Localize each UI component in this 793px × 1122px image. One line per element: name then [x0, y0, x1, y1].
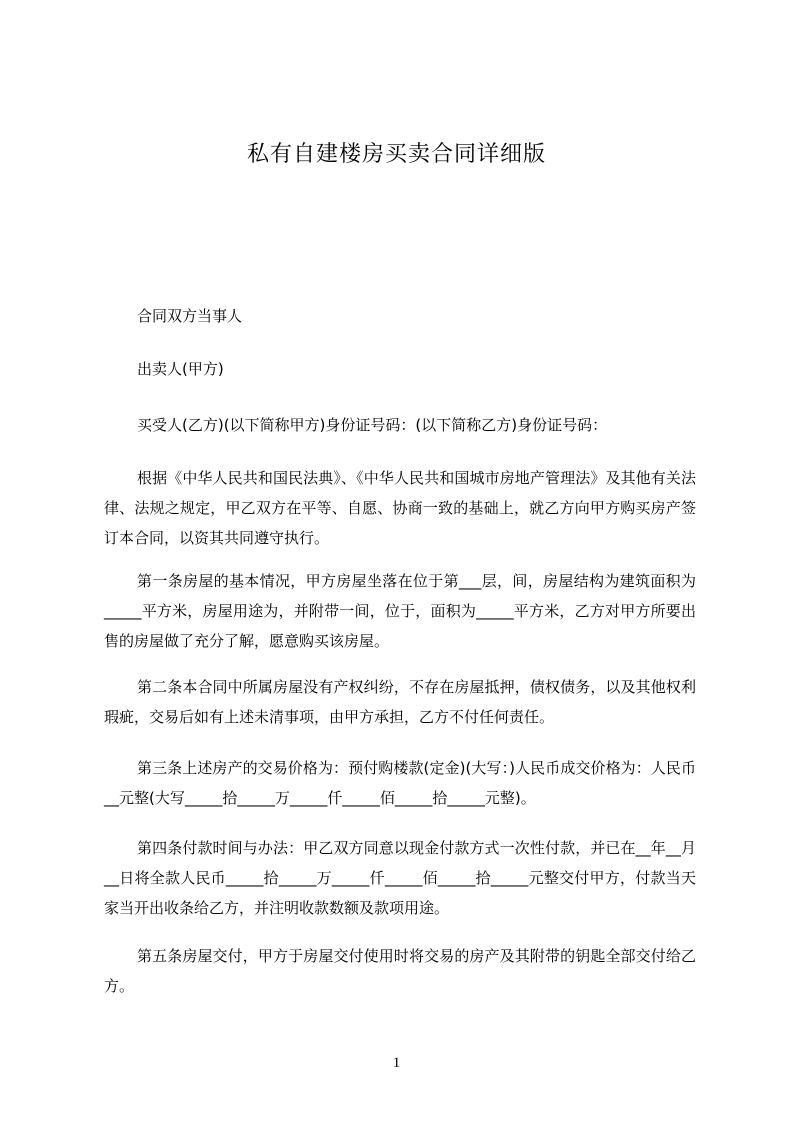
- paragraph-article-3: 第三条上述房产的交易价格为：预付购楼款(定金)(大写：)人民币成交价格为：人民币__元整(大写_____拾_____万_____仟_____佰_____拾_____元整)。: [104, 759, 696, 807]
- document-title: 私有自建楼房买卖合同详细版: [246, 142, 546, 167]
- page-number: 1: [392, 1055, 401, 1071]
- paragraph-article-1: 第一条房屋的基本情况，甲方房屋坐落在位于第___层，间，房屋结构为建筑面积为_____平方米，房屋用途为，并附带一间，位于，面积为_____平方米，乙方对甲方所要出售的房屋做了充分了解，愿意购买该房屋。: [104, 572, 696, 650]
- paragraph-buyer: 买受人(乙方)(以下简称甲方)身份证号码：(以下简称乙方)身份证号码：: [137, 416, 608, 434]
- paragraph-seller: 出卖人(甲方): [137, 360, 224, 378]
- paragraph-article-2: 第二条本合同中所属房屋没有产权纠纷，不存在房屋抵押，债权债务，以及其他权利瑕疵，交易后如有上述未清事项，由甲方承担，乙方不付任何责任。: [104, 678, 696, 726]
- paragraph-article-4: 第四条付款时间与办法：甲乙双方同意以现金付款方式一次性付款，并已在__年__月__日将全款人民币_____拾_____万_____仟_____佰_____拾_____元整交付甲方，付款当天家当开出收条给乙方，并注明收款数额及款项用途。: [104, 839, 696, 917]
- paragraph-legal-basis: 根据《中华人民共和国民法典》、《中华人民共和国城市房地产管理法》及其他有关法律、法规之规定，甲乙双方在平等、自愿、协商一致的基础上，就乙方向甲方购买房产签订本合同，以资其共同遵守执行。: [104, 469, 696, 547]
- paragraph-article-5: 第五条房屋交付，甲方于房屋交付使用时将交易的房产及其附带的钥匙全部交付给乙方。: [104, 947, 696, 995]
- paragraph-parties-heading: 合同双方当事人: [137, 307, 243, 325]
